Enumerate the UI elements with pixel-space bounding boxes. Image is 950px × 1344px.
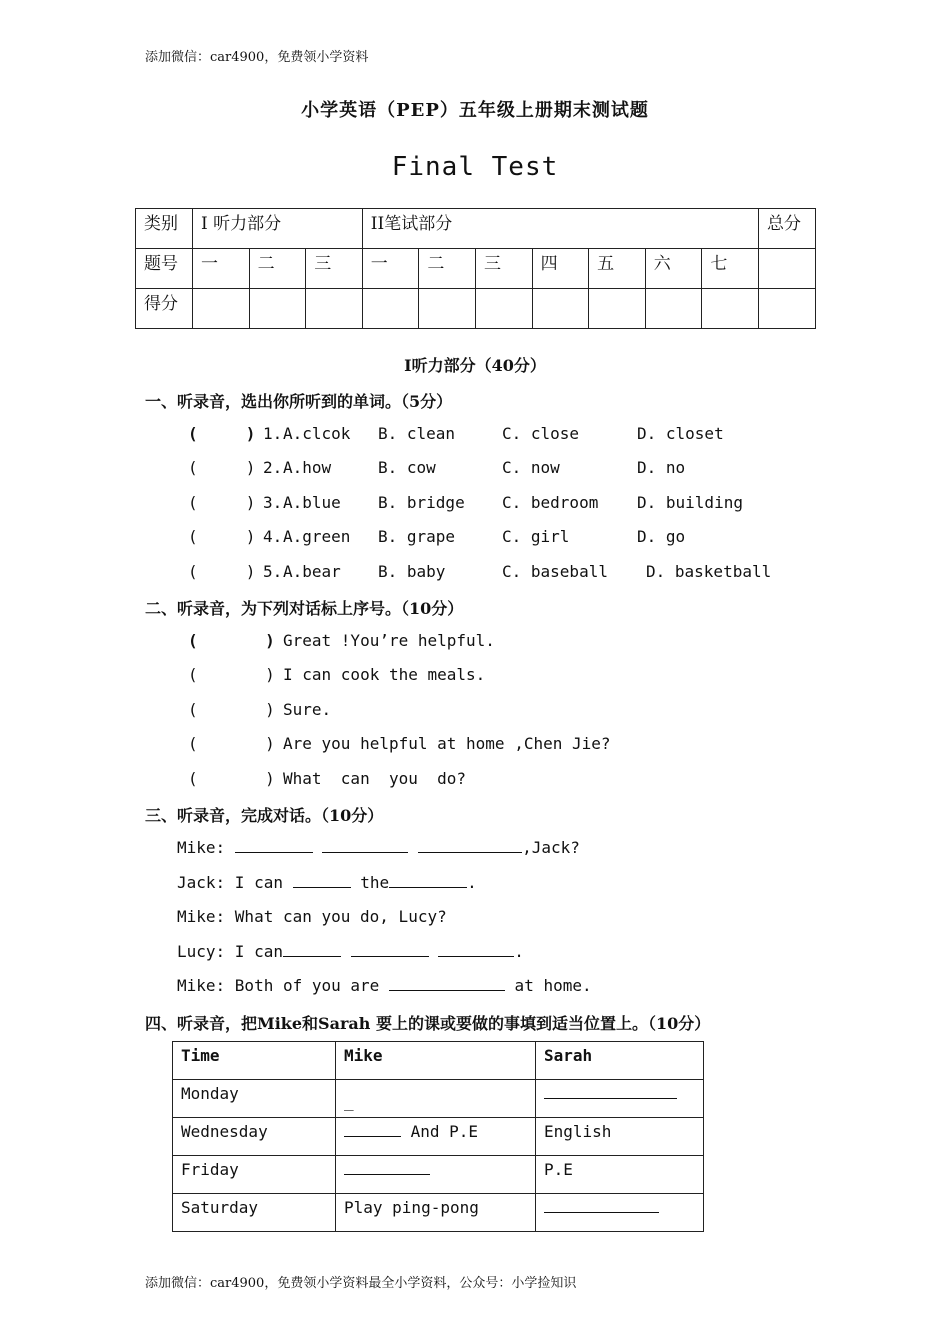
cell-sarah[interactable] [536,1080,704,1118]
table-header-row [173,1042,704,1080]
table-row [173,1156,704,1194]
header-note: 添加微信：car4900，免费领小学资料 [145,50,369,65]
header-time: Time [173,1042,336,1080]
fill-blank[interactable] [418,838,522,853]
cell-time: Monday [173,1080,336,1118]
answer-paren[interactable]: ( ) [188,562,256,581]
dialogue-text: Jack: I can [177,873,293,892]
q1-option-a: A.green [283,527,351,546]
fill-blank[interactable] [544,1196,659,1213]
fill-blank[interactable] [544,1082,677,1099]
dialogue-text: ,Jack? [522,838,580,857]
dialogue-line [177,873,477,892]
fill-blank[interactable] [293,873,351,888]
q1-option-d: D. no [637,458,686,477]
fill-blank[interactable] [283,942,341,957]
answer-paren[interactable]: ( ) [188,665,275,684]
score-table [135,208,816,329]
dialogue-text: Lucy: I can [177,942,283,961]
answer-paren[interactable]: ( ) [188,734,275,753]
score-cell: 二 [249,249,306,289]
dialogue-line: Mike: What can you do, Lucy? [177,907,447,926]
fill-blank[interactable] [235,838,313,853]
cell-sarah: English [536,1118,704,1156]
q2-line: I can cook the meals. [283,665,486,684]
score-table-row [136,209,816,249]
answer-paren[interactable]: ( ) [188,424,256,443]
score-input-cell[interactable] [532,289,589,329]
q1-option-b: B. baby [378,562,446,581]
score-input-cell[interactable] [759,289,816,329]
cell-mike: Play ping-pong [336,1194,536,1232]
fill-blank[interactable] [322,838,408,853]
score-cell: 三 [306,249,363,289]
dialogue-text: Mike: [177,838,235,857]
fill-blank[interactable] [351,942,429,957]
answer-paren[interactable]: ( ) [188,527,256,546]
score-cell: 三 [475,249,532,289]
dialogue-text: at home. [504,976,592,995]
score-cell: 类别 [136,209,193,249]
cell-sarah[interactable] [536,1194,704,1232]
q1-heading: 一、听录音，选出你所听到的单词。（5分） [145,392,453,411]
score-cell: 一 [362,249,419,289]
cell-mike[interactable] [336,1118,536,1156]
section-title: I听力部分（40分） [404,356,546,375]
score-table-row [136,289,816,329]
fill-blank[interactable] [389,976,505,991]
schedule-table [172,1041,704,1232]
fill-blank[interactable] [344,1158,430,1175]
q1-option-c: C. baseball [502,562,608,581]
answer-paren[interactable]: ( ) [188,458,256,477]
fill-blank[interactable] [344,1120,401,1137]
footer-note: 添加微信：car4900，免费领小学资料最全小学资料，公众号：小学捡知识 [145,1276,577,1291]
score-cell: 一 [193,249,250,289]
q1-number: 3. [263,493,283,512]
q1-option-c: C. now [502,458,560,477]
dialogue-text: . [467,873,477,892]
fill-blank[interactable] [389,873,467,888]
score-cell: 四 [532,249,589,289]
q1-option-b: B. clean [378,424,456,443]
q2-line: Sure. [283,700,332,719]
q1-option-b: B. cow [378,458,436,477]
score-cell: 五 [589,249,646,289]
dialogue-text: . [514,942,524,961]
cell-time: Wednesday [173,1118,336,1156]
dialogue-line [177,976,592,995]
q1-option-a: A.blue [283,493,341,512]
cell-mike[interactable] [336,1156,536,1194]
q1-number: 1. [263,424,283,443]
q1-option-a: A.bear [283,562,341,581]
table-row [173,1080,704,1118]
q2-line: Great !You’re helpful. [283,631,495,650]
q2-heading: 二、听录音，为下列对话标上序号。（10分） [145,599,464,618]
score-table-row [136,249,816,289]
cell-mike-text: _ [344,1092,354,1111]
answer-paren[interactable]: ( ) [188,769,275,788]
table-row [173,1194,704,1232]
q2-line: Are you helpful at home ,Chen Jie? [283,734,611,753]
answer-paren[interactable]: ( ) [188,631,275,650]
answer-paren[interactable]: ( ) [188,493,256,512]
q1-number: 4. [263,527,283,546]
fill-blank[interactable] [438,942,514,957]
q1-option-d: D. closet [637,424,724,443]
header-sarah: Sarah [536,1042,704,1080]
q4-heading: 四、听录音，把Mike和Sarah 要上的课或要做的事填到适当位置上。（10分） [145,1014,711,1033]
q1-option-d: D. go [637,527,686,546]
q1-number: 2. [263,458,283,477]
cell-time: Friday [173,1156,336,1194]
dialogue-text: Mike: Both of you are [177,976,389,995]
q3-heading: 三、听录音，完成对话。（10分） [145,806,384,825]
score-input-cell[interactable] [362,289,419,329]
q1-option-a: A.how [283,458,332,477]
score-cell: 得分 [136,289,193,329]
q1-option-d: D. building [637,493,743,512]
score-input-cell[interactable] [193,289,250,329]
score-input-cell[interactable] [249,289,306,329]
header-mike: Mike [336,1042,536,1080]
dialogue-text: the [350,873,390,892]
score-cell: 题号 [136,249,193,289]
table-row [173,1118,704,1156]
cell-time: Saturday [173,1194,336,1232]
dialogue-line [177,838,580,857]
score-input-cell[interactable] [645,289,702,329]
cell-sarah: P.E [536,1156,704,1194]
score-input-cell[interactable] [419,289,476,329]
q2-line: What can you do? [283,769,467,788]
score-input-cell[interactable] [475,289,532,329]
score-cell: I 听力部分 [193,209,363,249]
score-cell: 七 [702,249,759,289]
score-input-cell[interactable] [306,289,363,329]
score-input-cell[interactable] [589,289,646,329]
q1-option-a: A.clcok [283,424,351,443]
q1-option-c: C. close [502,424,580,443]
cell-mike[interactable] [336,1080,536,1118]
q1-option-c: C. girl [502,527,570,546]
score-cell [759,249,816,289]
score-input-cell[interactable] [702,289,759,329]
dialogue-line [177,942,524,961]
q1-option-b: B. bridge [378,493,465,512]
q1-number: 5. [263,562,283,581]
q1-option-b: B. grape [378,527,456,546]
page-title-chinese: 小学英语（PEP）五年级上册期末测试题 [301,100,649,121]
cell-mike-text: And P.E [401,1122,479,1141]
page-title-english: Final Test [391,152,559,182]
answer-paren[interactable]: ( ) [188,700,275,719]
score-cell: 总分 [759,209,816,249]
score-cell: 六 [645,249,702,289]
score-cell: II笔试部分 [362,209,758,249]
q1-option-c: C. bedroom [502,493,599,512]
q1-option-d: D. basketball [646,562,772,581]
score-cell: 二 [419,249,476,289]
